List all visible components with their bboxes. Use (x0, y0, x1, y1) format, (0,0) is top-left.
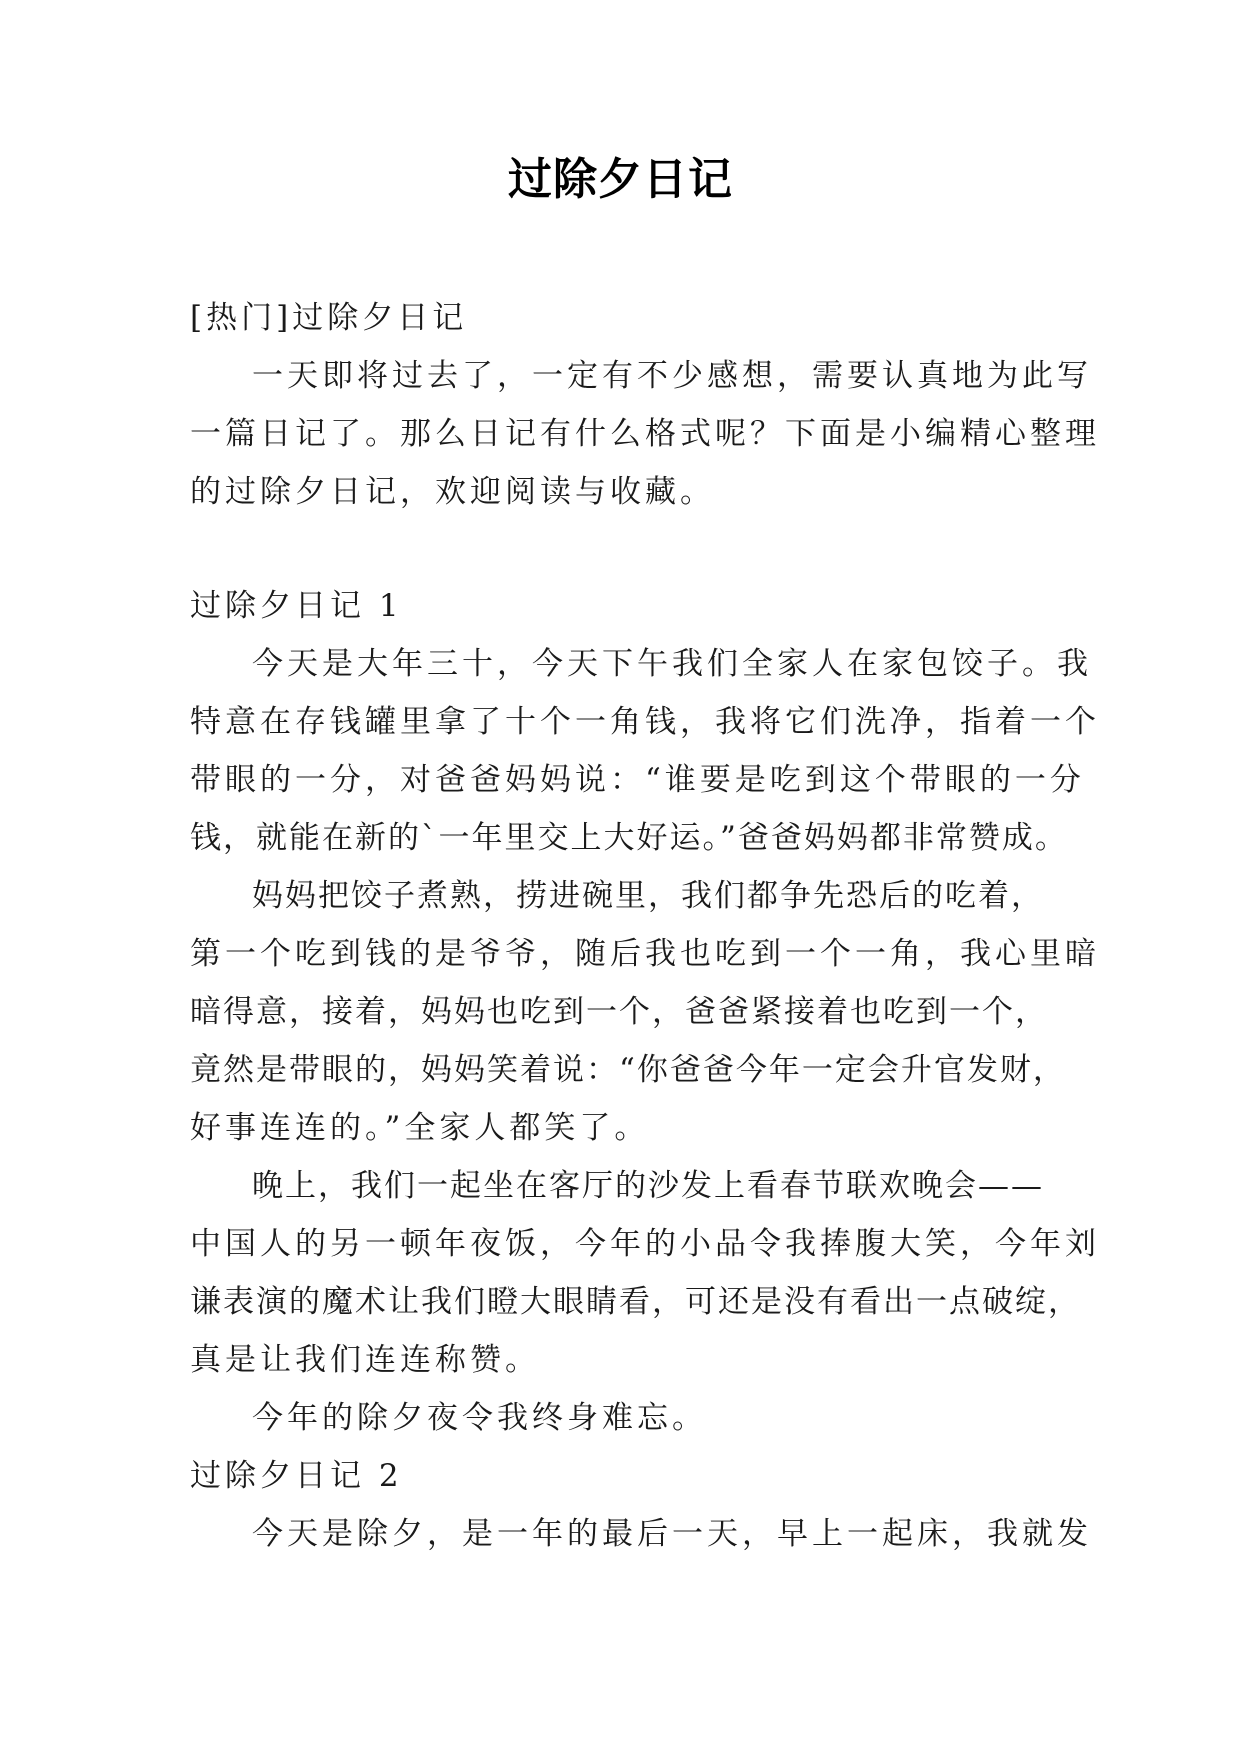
intro-line-3: 的过除夕日记，欢迎阅读与收藏。 (190, 474, 715, 510)
entry1-line-5: 妈妈把饺子煮熟，捞进碗里，我们都争先恐后的吃着， (252, 878, 1044, 914)
entry2-line-1: 今天是除夕，是一年的最后一天，早上一起床，我就发 (252, 1516, 1092, 1552)
entry1-line-11: 中国人的另一顿年夜饭，今年的小品令我捧腹大笑，今年刘 (190, 1226, 1100, 1262)
entry1-line-4: 钱，就能在新的`一年里交上大好运。”爸爸妈妈都非常赞成。 (190, 820, 1068, 856)
entry1-line-3: 带眼的一分，对爸爸妈妈说：“谁要是吃到这个带眼的一分 (190, 762, 1085, 798)
subtitle-line: [热门]过除夕日记 (190, 300, 468, 336)
entry1-line-6: 第一个吃到钱的是爷爷，随后我也吃到一个一角，我心里暗 (190, 936, 1100, 972)
entry1-line-9: 好事连连的。”全家人都笑了。 (190, 1110, 650, 1146)
section-heading-1: 过除夕日记 1 (190, 588, 403, 624)
entry1-line-10: 晚上，我们一起坐在客厅的沙发上看春节联欢晚会—— (252, 1168, 1044, 1204)
intro-line-1: 一天即将过去了，一定有不少感想，需要认真地为此写 (252, 358, 1092, 394)
intro-line-2: 一篇日记了。那么日记有什么格式呢？下面是小编精心整理 (190, 416, 1100, 452)
entry1-line-8: 竟然是带眼的，妈妈笑着说：“你爸爸今年一定会升官发财， (190, 1052, 1066, 1088)
entry1-line-7: 暗得意，接着，妈妈也吃到一个，爸爸紧接着也吃到一个， (190, 994, 1048, 1030)
entry1-line-1: 今天是大年三十，今天下午我们全家人在家包饺子。我 (252, 646, 1092, 682)
entry1-line-2: 特意在存钱罐里拿了十个一角钱，我将它们洗净，指着一个 (190, 704, 1100, 740)
section-heading-2: 过除夕日记 2 (190, 1458, 403, 1494)
entry1-line-13: 真是让我们连连称赞。 (190, 1342, 540, 1378)
entry1-line-12: 谦表演的魔术让我们瞪大眼睛看，可还是没有看出一点破绽， (190, 1284, 1081, 1320)
document-title: 过除夕日记 (508, 154, 733, 205)
entry1-line-14: 今年的除夕夜令我终身难忘。 (252, 1400, 707, 1436)
